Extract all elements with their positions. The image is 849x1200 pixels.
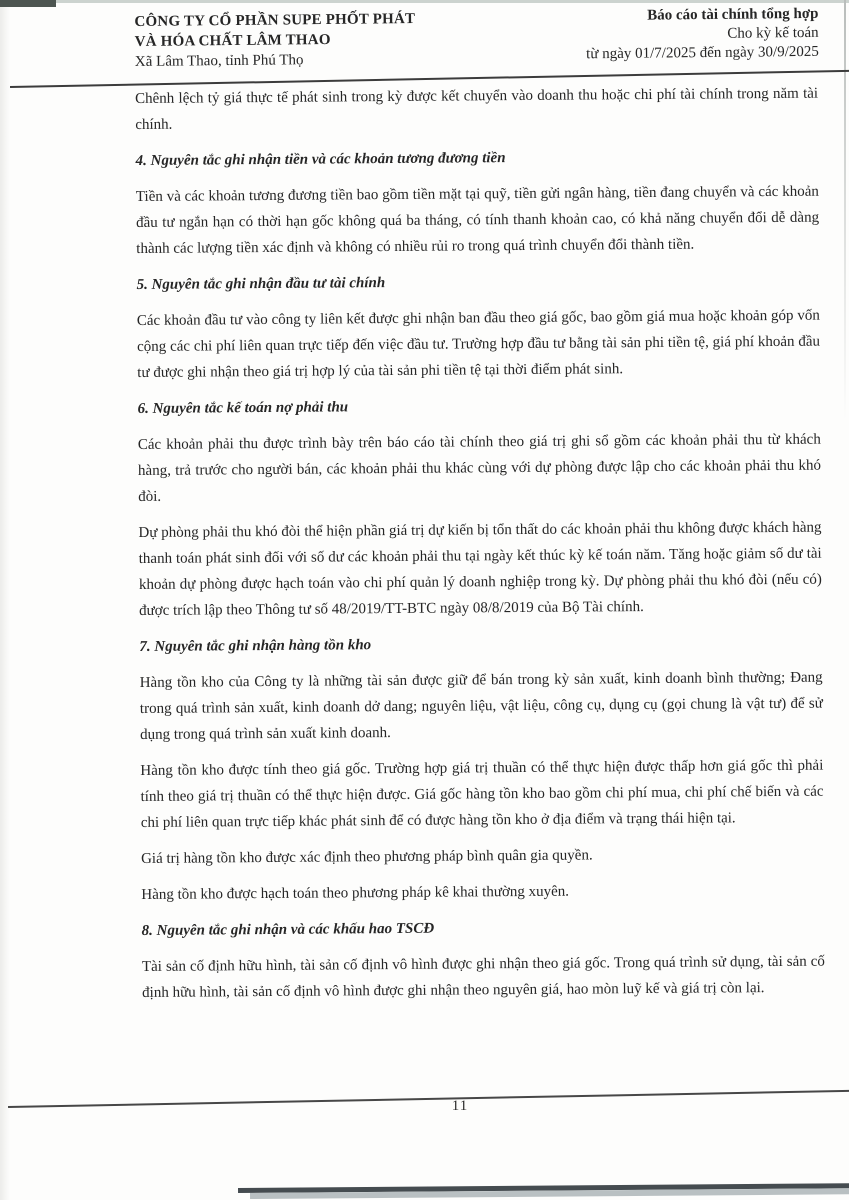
company-address: Xã Lâm Thao, tỉnh Phú Thọ bbox=[134, 52, 304, 71]
report-title: Báo cáo tài chính tổng hợp bbox=[647, 5, 819, 24]
section-heading: 6. Nguyên tắc kế toán nợ phải thu bbox=[137, 399, 349, 417]
paragraph: Hàng tồn kho của Công ty là những tài sản được giữ để bán trong kỳ sản xuất, kinh doanh bình thường; Đang trong quá trình sản xuất, kinh doanh dở dang; nguyên liệu, vật liệu, công cụ, dụng cụ (gọi chung là vật tư) để sử dụng trong quá trình sản xuất kinh doanh. bbox=[139, 669, 823, 743]
paragraph: Hàng tồn kho được tính theo giá gốc. Trường hợp giá trị thuần có thể thực hiện được thấp hơn giá gốc thì phải tính theo giá trị thuần có thể thực hiện được. Giá gốc hàng tồn kho bao gồm chi phí mua, chi phí chế biến và các chi phí liên quan trực tiếp khác phát sinh để có được hàng tồn kho ở địa điểm và trạng thái hiện tại. bbox=[140, 757, 824, 831]
paragraph: Các khoản phải thu được trình bày trên báo cáo tài chính theo giá trị ghi sổ gồm các khoản phải thu từ khách hàng, trả trước cho người bán, các khoản phải thu khác cùng với dự phòng được lập cho các khoản phải thu khó đòi. bbox=[137, 431, 822, 505]
report-period-label: Cho kỳ kế toán bbox=[727, 24, 819, 42]
company-name-line2: VÀ HÓA CHẤT LÂM THAO bbox=[134, 31, 331, 51]
scan-left-edge-shading bbox=[0, 0, 10, 1200]
paragraph: Dự phòng phải thu khó đòi thể hiện phần giá trị dự kiến bị tổn thất do các khoản phải thu không được khách hàng thanh toán phát sinh đối với số dư các khoản phải thu tại ngày kết thúc kỳ kế toán năm. Tăng hoặc giảm số dư tài khoản dự phòng được hạch toán vào chi phí quản lý doanh nghiệp trong kỳ. Dự phòng phải thu khó đòi (nếu có) được trích lập theo Thông tư số 48/2019/TT-BTC ngày 08/8/2019 của Bộ Tài chính. bbox=[138, 519, 822, 619]
report-period: từ ngày 01/7/2025 đến ngày 30/9/2025 bbox=[586, 43, 819, 63]
scan-top-edge-strip bbox=[0, 0, 849, 3]
section-heading: 7. Nguyên tắc ghi nhận hàng tồn kho bbox=[139, 637, 372, 655]
company-block bbox=[134, 9, 415, 72]
section-heading: 5. Nguyên tắc ghi nhận đầu tư tài chính bbox=[136, 275, 386, 293]
company-name-line1: CÔNG TY CỔ PHẦN SUPE PHỐT PHÁT bbox=[134, 11, 416, 31]
scan-top-left-bar bbox=[0, 0, 56, 7]
paragraph: Hàng tồn kho được hạch toán theo phương pháp kê khai thường xuyên. bbox=[141, 883, 570, 903]
report-header bbox=[134, 5, 819, 72]
section-heading: 4. Nguyên tắc ghi nhận tiền và các khoản tương đương tiền bbox=[135, 150, 506, 169]
section-heading: 8. Nguyên tắc ghi nhận và các khấu hao TSCĐ bbox=[141, 920, 435, 939]
page-number: 11 bbox=[451, 1098, 469, 1114]
paragraph: Các khoản đầu tư vào công ty liên kết được ghi nhận ban đầu theo giá gốc, bao gồm giá mua hoặc khoản góp vốn cộng các chi phí liên quan trực tiếp đến việc đầu tư. Trường hợp đầu tư bằng tài sản phi tiền tệ, giá phí khoản đầu tư được ghi nhận theo giá trị hợp lý của tài sản phi tiền tệ tại thời điểm phát sinh. bbox=[136, 307, 821, 381]
paragraph: Chênh lệch tỷ giá thực tế phát sinh trong kỳ được kết chuyển vào doanh thu hoặc chi phí tài chính trong năm tài chính. bbox=[135, 85, 819, 133]
footer-rule bbox=[8, 1090, 849, 1108]
paragraph: Tài sản cố định hữu hình, tài sản cố định vô hình được ghi nhận theo giá gốc. Trong quá trình sử dụng, tài sản cố định hữu hình, tài sản cố định vô hình được ghi nhận theo nguyên giá, hao mòn luỹ kế và giá trị còn lại. bbox=[141, 953, 825, 1001]
paragraph: Tiền và các khoản tương đương tiền bao gồm tiền mặt tại quỹ, tiền gửi ngân hàng, tiền đang chuyển và các khoản đầu tư ngắn hạn có thời hạn gốc không quá ba tháng, có tính thanh khoản cao, có khả năng chuyển đổi dễ dàng thành các lượng tiền xác định và không có nhiều rủi ro trong quá trình chuyển đổi thành tiền. bbox=[135, 183, 820, 257]
report-title-block bbox=[586, 5, 819, 67]
scan-right-edge-line bbox=[844, 0, 846, 420]
paragraph: Giá trị hàng tồn kho được xác định theo phương pháp bình quân gia quyền. bbox=[141, 847, 593, 867]
document-body bbox=[135, 81, 825, 1016]
